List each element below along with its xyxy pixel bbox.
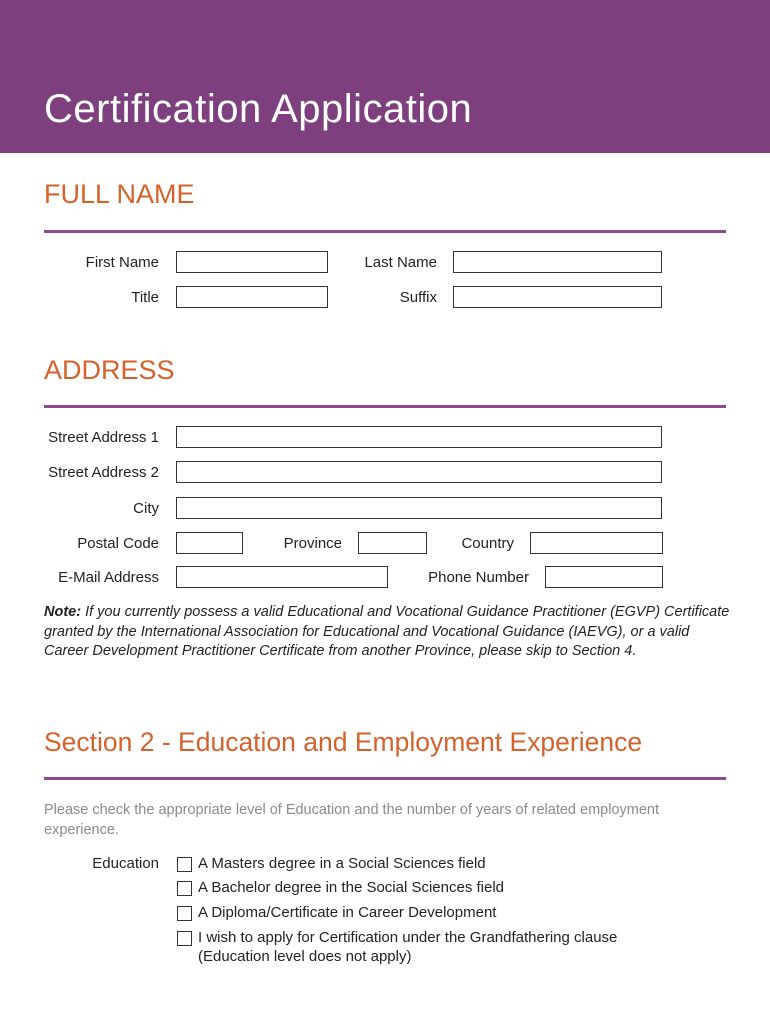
country-label: Country (461, 535, 514, 552)
province-field[interactable] (358, 532, 427, 554)
education-option-label: A Bachelor degree in the Social Sciences field (198, 879, 505, 896)
section-2-heading: Section 2 - Education and Employment Experience (44, 727, 643, 757)
phone-number-label: Phone Number (428, 569, 529, 586)
street-address-1-field[interactable] (176, 426, 662, 448)
email-field[interactable] (176, 566, 388, 588)
education-option-checkbox[interactable] (177, 857, 192, 872)
education-option-checkbox[interactable] (177, 881, 192, 896)
last-name-field[interactable] (453, 251, 662, 273)
page-title: Certification Application (44, 87, 473, 131)
street-address-2-label: Street Address 2 (48, 464, 159, 481)
province-label: Province (283, 535, 342, 552)
suffix-field[interactable] (453, 286, 662, 308)
postal-code-label: Postal Code (77, 535, 159, 552)
section-2-intro: Please check the appropriate level of Education and the number of years of related employment experience. (44, 802, 660, 838)
street-address-2-field[interactable] (176, 461, 662, 483)
address-divider (44, 405, 726, 408)
education-option-label: A Diploma/Certificate in Career Development (198, 904, 497, 921)
suffix-label: Suffix (399, 289, 437, 306)
street-address-1-label: Street Address 1 (48, 429, 159, 446)
header-banner (0, 0, 770, 153)
title-label: Title (131, 289, 159, 306)
note-body: If you currently possess a valid Educational and Vocational Guidance Practitioner (EGVP) Certificate granted by the International Association for Educational and Vocational Guidance (IAEVG), or a valid Career Development Practitioner Certificate from another Province, please skip to Section 4. (44, 604, 730, 659)
education-label: Education (92, 855, 159, 872)
note-text (44, 603, 734, 662)
education-option-checkbox[interactable] (177, 906, 192, 921)
full-name-heading: FULL NAME (44, 179, 195, 209)
city-field[interactable] (176, 497, 662, 519)
title-field[interactable] (176, 286, 328, 308)
education-option-label: I wish to apply for Certification under the Grandfathering clause (Education level does not apply) (198, 929, 618, 965)
education-option-checkbox[interactable] (177, 931, 192, 946)
section-2-divider (44, 777, 726, 780)
address-heading: ADDRESS (44, 355, 175, 385)
last-name-label: Last Name (364, 254, 437, 271)
full-name-divider (44, 230, 726, 233)
email-label: E-Mail Address (58, 569, 159, 586)
country-field[interactable] (530, 532, 663, 554)
first-name-label: First Name (85, 254, 159, 271)
first-name-field[interactable] (176, 251, 328, 273)
city-label: City (133, 500, 159, 517)
note-lead: Note: (44, 604, 82, 620)
postal-code-field[interactable] (176, 532, 243, 554)
phone-number-field[interactable] (545, 566, 663, 588)
education-option-label: A Masters degree in a Social Sciences field (198, 855, 486, 872)
